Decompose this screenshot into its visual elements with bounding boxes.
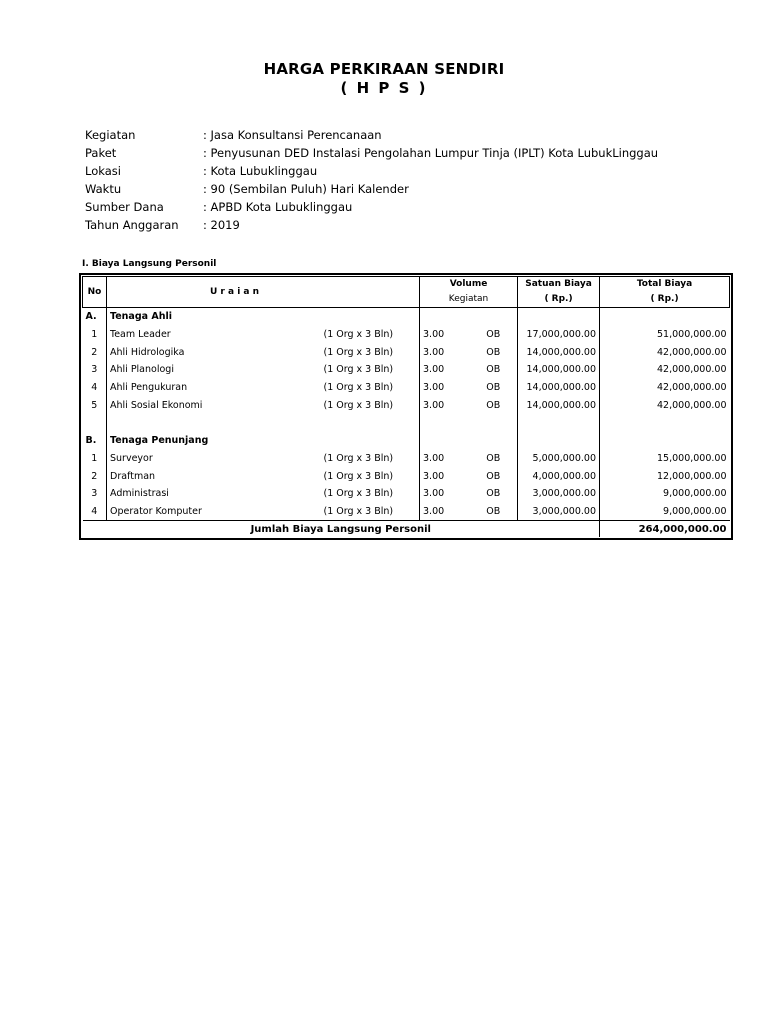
row-unit: OB bbox=[486, 399, 501, 411]
table-row bbox=[83, 379, 730, 397]
row-name: Ahli Sosial Ekonomi bbox=[107, 396, 321, 414]
row-no: 1 bbox=[91, 452, 98, 464]
table-header-row bbox=[83, 277, 730, 293]
row-name: Operator Komputer bbox=[107, 503, 321, 521]
row-vol: 3.00 bbox=[420, 343, 470, 361]
row-total: 42,000,000.00 bbox=[600, 343, 730, 361]
row-vol: 3.00 bbox=[420, 485, 470, 503]
row-no: 1 bbox=[91, 329, 98, 341]
row-no: 5 bbox=[91, 399, 98, 411]
row-total: 51,000,000.00 bbox=[600, 326, 730, 344]
table-row bbox=[83, 503, 730, 521]
group-label: Tenaga Ahli bbox=[107, 308, 321, 326]
row-vol: 3.00 bbox=[420, 361, 470, 379]
row-qty: (1 Org x 3 Bln) bbox=[323, 505, 394, 517]
total-value: 264,000,000.00 bbox=[600, 521, 730, 538]
cost-table bbox=[82, 276, 730, 537]
info-row-lokasi bbox=[85, 162, 658, 180]
info-label: Tahun Anggaran bbox=[85, 218, 179, 232]
header-volume: Volume bbox=[420, 277, 518, 293]
group-header-row bbox=[83, 432, 730, 450]
info-row-sumber-dana bbox=[85, 198, 658, 216]
info-value: : APBD Kota Lubuklinggau bbox=[203, 200, 353, 214]
row-vol: 3.00 bbox=[420, 326, 470, 344]
row-price: 3,000,000.00 bbox=[518, 485, 600, 503]
group-header-row bbox=[83, 308, 730, 326]
info-value: : 2019 bbox=[203, 218, 240, 232]
info-row-paket bbox=[85, 144, 658, 162]
row-vol: 3.00 bbox=[420, 467, 470, 485]
header-uraian: U r a i a n bbox=[107, 277, 420, 308]
row-total: 42,000,000.00 bbox=[600, 379, 730, 397]
info-label: Waktu bbox=[85, 182, 122, 196]
row-unit: OB bbox=[486, 470, 501, 482]
table-row bbox=[83, 450, 730, 468]
row-qty: (1 Org x 3 Bln) bbox=[323, 452, 394, 464]
group-code: A. bbox=[85, 311, 97, 323]
row-price: 14,000,000.00 bbox=[518, 396, 600, 414]
row-unit: OB bbox=[486, 364, 501, 376]
row-total: 9,000,000.00 bbox=[600, 485, 730, 503]
row-qty: (1 Org x 3 Bln) bbox=[323, 399, 394, 411]
total-label: Jumlah Biaya Langsung Personil bbox=[83, 521, 600, 538]
row-qty: (1 Org x 3 Bln) bbox=[323, 488, 394, 500]
table-row bbox=[83, 326, 730, 344]
table-row bbox=[83, 396, 730, 414]
info-row-waktu bbox=[85, 180, 658, 198]
row-vol: 3.00 bbox=[420, 396, 470, 414]
row-name: Ahli Hidrologika bbox=[107, 343, 321, 361]
header-total-biaya: Total Biaya bbox=[600, 277, 730, 293]
header-rp-total: ( Rp.) bbox=[600, 292, 730, 308]
row-price: 14,000,000.00 bbox=[518, 379, 600, 397]
table-row bbox=[83, 485, 730, 503]
row-unit: OB bbox=[486, 382, 501, 394]
row-no: 3 bbox=[91, 488, 98, 500]
row-unit: OB bbox=[486, 329, 501, 341]
document-title: HARGA PERKIRAAN SENDIRI bbox=[263, 60, 505, 78]
row-price: 17,000,000.00 bbox=[518, 326, 600, 344]
group-code: B. bbox=[85, 435, 97, 447]
header-satuan-biaya: Satuan Biaya bbox=[518, 277, 600, 293]
row-qty: (1 Org x 3 Bln) bbox=[323, 346, 394, 358]
document-subtitle: ( H P S ) bbox=[340, 79, 428, 97]
row-price: 14,000,000.00 bbox=[518, 343, 600, 361]
info-block bbox=[85, 126, 658, 234]
row-vol: 3.00 bbox=[420, 503, 470, 521]
header-kegiatan: Kegiatan bbox=[420, 292, 518, 308]
info-label: Kegiatan bbox=[85, 128, 136, 142]
section-title: I. Biaya Langsung Personil bbox=[82, 259, 217, 269]
row-total: 15,000,000.00 bbox=[600, 450, 730, 468]
row-name: Team Leader bbox=[107, 326, 321, 344]
table-row bbox=[83, 343, 730, 361]
row-total: 42,000,000.00 bbox=[600, 396, 730, 414]
row-qty: (1 Org x 3 Bln) bbox=[323, 470, 394, 482]
row-unit: OB bbox=[486, 452, 501, 464]
row-qty: (1 Org x 3 Bln) bbox=[323, 382, 394, 394]
row-name: Administrasi bbox=[107, 485, 321, 503]
group-label: Tenaga Penunjang bbox=[107, 432, 321, 450]
row-name: Surveyor bbox=[107, 450, 321, 468]
info-value: : Penyusunan DED Instalasi Pengolahan Lumpur Tinja (IPLT) Kota LubukLinggau bbox=[203, 146, 659, 160]
table-row bbox=[83, 361, 730, 379]
row-unit: OB bbox=[486, 505, 501, 517]
row-price: 5,000,000.00 bbox=[518, 450, 600, 468]
row-vol: 3.00 bbox=[420, 450, 470, 468]
row-unit: OB bbox=[486, 488, 501, 500]
row-total: 42,000,000.00 bbox=[600, 361, 730, 379]
info-label: Sumber Dana bbox=[85, 200, 164, 214]
header-rp-satuan: ( Rp.) bbox=[518, 292, 600, 308]
row-total: 9,000,000.00 bbox=[600, 503, 730, 521]
info-label: Lokasi bbox=[85, 164, 121, 178]
row-total: 12,000,000.00 bbox=[600, 467, 730, 485]
row-name: Ahli Planologi bbox=[107, 361, 321, 379]
row-qty: (1 Org x 3 Bln) bbox=[323, 364, 394, 376]
row-name: Ahli Pengukuran bbox=[107, 379, 321, 397]
table-row bbox=[83, 467, 730, 485]
info-row-kegiatan bbox=[85, 126, 658, 144]
info-label: Paket bbox=[85, 146, 117, 160]
row-no: 3 bbox=[91, 364, 98, 376]
info-row-tahun-anggaran bbox=[85, 216, 658, 234]
row-qty: (1 Org x 3 Bln) bbox=[323, 329, 394, 341]
info-value: : Kota Lubuklinggau bbox=[203, 164, 318, 178]
info-value: : 90 (Sembilan Puluh) Hari Kalender bbox=[203, 182, 409, 196]
row-no: 4 bbox=[91, 382, 98, 394]
spacer-row bbox=[83, 414, 730, 432]
row-no: 2 bbox=[91, 470, 98, 482]
info-value: : Jasa Konsultansi Perencanaan bbox=[203, 128, 382, 142]
row-name: Draftman bbox=[107, 467, 321, 485]
row-vol: 3.00 bbox=[420, 379, 470, 397]
total-row bbox=[83, 521, 730, 538]
row-price: 14,000,000.00 bbox=[518, 361, 600, 379]
row-price: 4,000,000.00 bbox=[518, 467, 600, 485]
row-no: 2 bbox=[91, 346, 98, 358]
row-unit: OB bbox=[486, 346, 501, 358]
header-no: No bbox=[83, 277, 107, 308]
row-price: 3,000,000.00 bbox=[518, 503, 600, 521]
row-no: 4 bbox=[91, 505, 98, 517]
